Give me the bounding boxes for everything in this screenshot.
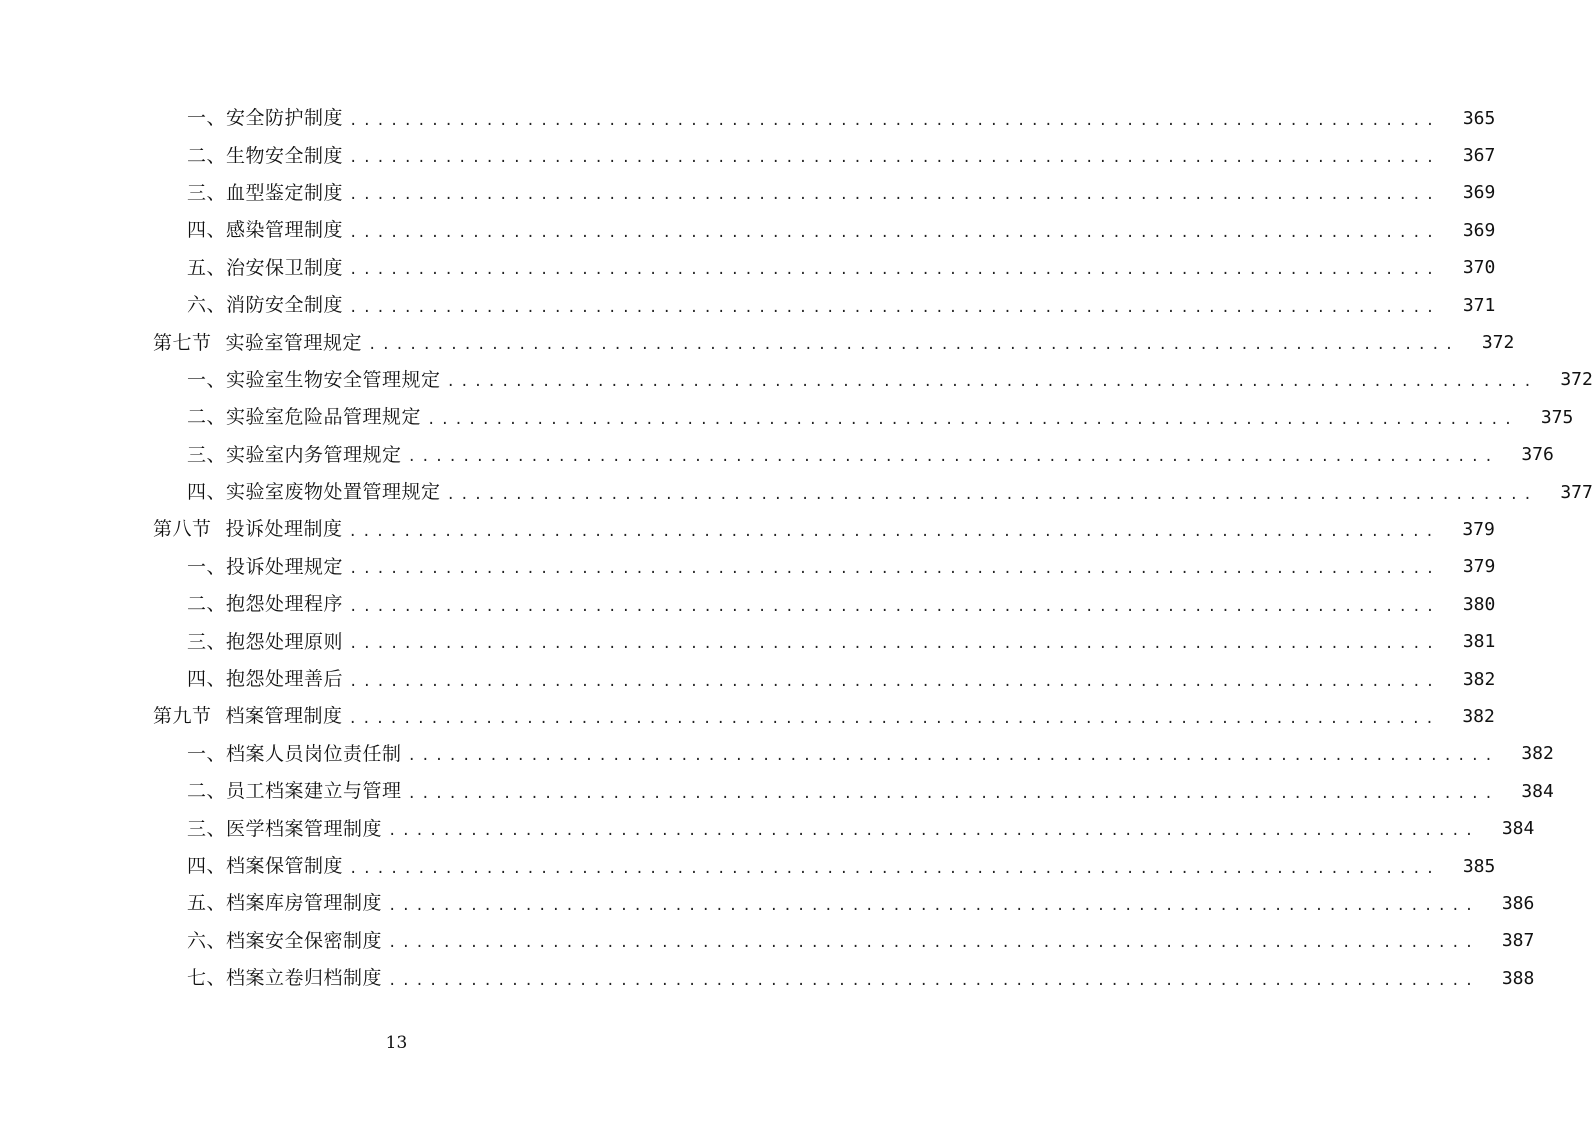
toc-entry-title: 实验室废物处置管理规定 bbox=[226, 481, 441, 504]
toc-entry-title: 感染管理制度 bbox=[226, 219, 344, 242]
toc-entry[interactable] bbox=[0, 885, 1535, 922]
dot-leader: ................................................................................ bbox=[427, 411, 1518, 428]
dot-leader: ................................................................................ bbox=[407, 449, 1498, 466]
toc-entry-number: 三、 bbox=[187, 181, 227, 204]
toc-entry[interactable] bbox=[0, 586, 1496, 623]
toc-entry-page-number: 388 bbox=[1501, 967, 1535, 989]
toc-entry-label bbox=[0, 894, 382, 913]
toc-entry[interactable] bbox=[0, 549, 1496, 586]
toc-entry-label bbox=[0, 595, 343, 614]
toc-entry-title: 实验室生物安全管理规定 bbox=[226, 368, 441, 391]
toc-entry-label bbox=[0, 817, 383, 840]
toc-entry-title: 实验室内务管理规定 bbox=[226, 443, 402, 466]
toc-entry-label bbox=[0, 181, 344, 204]
toc-entry-title: 治安保卫制度 bbox=[226, 256, 344, 279]
dot-leader: ................................................................................ bbox=[407, 785, 1498, 802]
toc-entry-number: 二、 bbox=[187, 144, 227, 167]
page-number: 13 bbox=[385, 1033, 408, 1053]
toc-entry-number: 一、 bbox=[187, 555, 227, 578]
toc-entry-page-number: 370 bbox=[1462, 257, 1496, 279]
toc-entry-page-number: 384 bbox=[1501, 818, 1535, 840]
toc-entry-page-number: 379 bbox=[1462, 518, 1495, 540]
toc-section-entry[interactable] bbox=[0, 324, 1515, 361]
toc-entry-title: 抱怨处理原则 bbox=[226, 630, 344, 653]
dot-leader: ................................................................................ bbox=[388, 897, 1479, 914]
toc-entry-title: 消防安全制度 bbox=[226, 294, 344, 317]
toc-entry-page-number: 376 bbox=[1521, 444, 1554, 466]
toc-entry-page-number: 380 bbox=[1462, 593, 1496, 615]
table-of-contents bbox=[0, 100, 1593, 997]
toc-entry-label bbox=[0, 221, 343, 240]
toc-entry-number: 五、 bbox=[187, 892, 227, 915]
toc-entry-page-number: 382 bbox=[1462, 705, 1495, 727]
toc-entry-number: 二、 bbox=[187, 593, 227, 616]
toc-entry-number: 六、 bbox=[187, 294, 227, 317]
dot-leader: ................................................................................ bbox=[407, 748, 1498, 765]
toc-entry-title: 投诉处理制度 bbox=[225, 518, 343, 541]
toc-entry-label bbox=[0, 520, 343, 539]
toc-entry[interactable] bbox=[0, 736, 1554, 773]
toc-entry-number: 四、 bbox=[187, 855, 227, 877]
toc-entry-label bbox=[0, 969, 382, 988]
toc-entry-label bbox=[0, 331, 363, 354]
toc-entry[interactable] bbox=[0, 175, 1496, 212]
toc-entry-title: 实验室危险品管理规定 bbox=[226, 406, 422, 429]
dot-leader: ................................................................................ bbox=[388, 935, 1479, 952]
dot-leader: ................................................................................ bbox=[349, 150, 1440, 167]
toc-entry-page-number: 386 bbox=[1501, 892, 1535, 914]
dot-leader: ................................................................................ bbox=[349, 860, 1440, 877]
toc-entry-number: 二、 bbox=[187, 780, 227, 803]
toc-entry[interactable] bbox=[0, 810, 1535, 847]
dot-leader: ................................................................................ bbox=[348, 710, 1439, 727]
toc-entry-title: 档案安全保密制度 bbox=[226, 929, 383, 952]
toc-entry-number: 四、 bbox=[187, 668, 227, 691]
toc-entry-title: 安全防护制度 bbox=[226, 107, 344, 130]
toc-entry-number: 一、 bbox=[187, 742, 227, 765]
toc-entry-title: 抱怨处理程序 bbox=[226, 593, 344, 616]
toc-entry-title: 实验室管理规定 bbox=[225, 331, 363, 354]
toc-entry-title: 生物安全制度 bbox=[226, 144, 344, 167]
toc-entry-label bbox=[0, 296, 343, 315]
toc-entry-page-number: 382 bbox=[1462, 668, 1496, 690]
toc-entry[interactable] bbox=[0, 773, 1554, 810]
toc-entry-number: 第七节 bbox=[153, 331, 212, 354]
toc-entry-page-number: 381 bbox=[1462, 631, 1496, 653]
toc-entry-label bbox=[0, 144, 344, 167]
toc-entry[interactable] bbox=[0, 399, 1574, 436]
toc-entry-number: 二、 bbox=[187, 406, 227, 429]
toc-entry-page-number: 369 bbox=[1462, 219, 1496, 241]
toc-entry-label bbox=[0, 483, 441, 502]
dot-leader: ................................................................................ bbox=[446, 374, 1537, 391]
toc-entry-label bbox=[0, 408, 421, 427]
toc-entry-page-number: 371 bbox=[1462, 294, 1496, 316]
dot-leader: ................................................................................ bbox=[349, 598, 1440, 615]
toc-entry[interactable] bbox=[0, 474, 1593, 511]
toc-entry-title: 投诉处理规定 bbox=[226, 555, 344, 578]
toc-entry-number: 第九节 bbox=[153, 705, 212, 728]
dot-leader: ................................................................................ bbox=[349, 262, 1440, 279]
dot-leader: ................................................................................ bbox=[349, 187, 1440, 204]
toc-entry-title: 档案立卷归档制度 bbox=[226, 967, 383, 990]
toc-section-entry[interactable] bbox=[0, 511, 1495, 548]
toc-entry-title: 医学档案管理制度 bbox=[226, 817, 383, 840]
toc-entry-number: 一、 bbox=[187, 107, 227, 130]
dot-leader: ................................................................................ bbox=[349, 561, 1440, 578]
toc-entry-title: 档案管理制度 bbox=[225, 705, 343, 728]
toc-entry-page-number: 375 bbox=[1540, 406, 1574, 428]
toc-entry-label bbox=[0, 109, 343, 128]
toc-entry-label bbox=[0, 555, 344, 578]
dot-leader: ................................................................................ bbox=[368, 337, 1459, 354]
toc-entry-label bbox=[0, 256, 344, 279]
toc-entry-number: 四、 bbox=[187, 481, 227, 504]
toc-entry[interactable] bbox=[0, 960, 1535, 997]
toc-entry-page-number: 377 bbox=[1560, 481, 1593, 503]
toc-entry[interactable] bbox=[0, 437, 1554, 474]
toc-entry-page-number: 367 bbox=[1462, 145, 1496, 167]
toc-entry-label bbox=[0, 670, 343, 689]
dot-leader: ................................................................................ bbox=[349, 299, 1440, 316]
toc-entry-page-number: 382 bbox=[1521, 743, 1554, 765]
toc-entry[interactable] bbox=[0, 137, 1496, 174]
toc-entry-number: 一、 bbox=[187, 368, 227, 391]
toc-entry[interactable] bbox=[0, 623, 1496, 660]
toc-entry[interactable] bbox=[0, 848, 1496, 885]
toc-entry-label bbox=[0, 443, 402, 466]
toc-entry-label bbox=[0, 782, 402, 801]
dot-leader: ................................................................................ bbox=[388, 972, 1479, 989]
toc-entry-page-number: 365 bbox=[1462, 107, 1496, 129]
toc-entry-title: 血型鉴定制度 bbox=[226, 181, 344, 204]
toc-entry-page-number: 369 bbox=[1462, 182, 1496, 204]
toc-entry-label bbox=[0, 929, 383, 952]
toc-entry-title: 档案人员岗位责任制 bbox=[226, 742, 402, 765]
toc-entry-label bbox=[0, 742, 402, 765]
dot-leader: ................................................................................ bbox=[348, 523, 1439, 540]
toc-entry-page-number: 372 bbox=[1481, 332, 1515, 354]
toc-entry[interactable] bbox=[0, 661, 1496, 698]
toc-entry[interactable] bbox=[0, 362, 1593, 399]
toc-entry-title: 抱怨处理善后 bbox=[226, 668, 344, 691]
toc-entry-page-number: 372 bbox=[1560, 369, 1593, 391]
dot-leader: ................................................................................ bbox=[349, 112, 1440, 129]
toc-entry-number: 第八节 bbox=[153, 518, 212, 541]
toc-entry-page-number: 387 bbox=[1501, 930, 1535, 952]
dot-leader: ................................................................................ bbox=[446, 486, 1537, 503]
toc-entry[interactable] bbox=[0, 100, 1496, 137]
toc-entry-page-number: 384 bbox=[1521, 780, 1554, 802]
toc-entry-page-number: 379 bbox=[1462, 556, 1496, 578]
toc-entry-label bbox=[0, 630, 344, 653]
toc-entry-label bbox=[0, 368, 441, 391]
toc-entry-title: 员工档案建立与管理 bbox=[226, 780, 402, 803]
toc-entry-number: 三、 bbox=[187, 630, 227, 653]
toc-entry[interactable] bbox=[0, 287, 1496, 324]
toc-entry-label bbox=[0, 707, 343, 726]
dot-leader: ................................................................................ bbox=[349, 636, 1440, 653]
toc-entry-number: 七、 bbox=[187, 967, 227, 990]
toc-entry[interactable] bbox=[0, 923, 1535, 960]
dot-leader: ................................................................................ bbox=[388, 823, 1479, 840]
toc-entry-number: 三、 bbox=[187, 443, 227, 466]
dot-leader: ................................................................................ bbox=[349, 673, 1440, 690]
toc-entry-number: 三、 bbox=[187, 817, 227, 840]
toc-entry-title: 档案保管制度 bbox=[226, 855, 344, 877]
toc-entry[interactable] bbox=[0, 250, 1496, 287]
toc-entry-number: 四、 bbox=[187, 219, 227, 242]
toc-entry-title: 档案库房管理制度 bbox=[226, 892, 383, 915]
toc-entry-label bbox=[0, 857, 343, 876]
toc-entry-number: 五、 bbox=[187, 256, 227, 279]
toc-entry-page-number: 385 bbox=[1462, 855, 1496, 877]
toc-section-entry[interactable] bbox=[0, 698, 1495, 735]
toc-entry-number: 六、 bbox=[187, 929, 227, 952]
toc-entry[interactable] bbox=[0, 212, 1496, 249]
dot-leader: ................................................................................ bbox=[349, 224, 1440, 241]
